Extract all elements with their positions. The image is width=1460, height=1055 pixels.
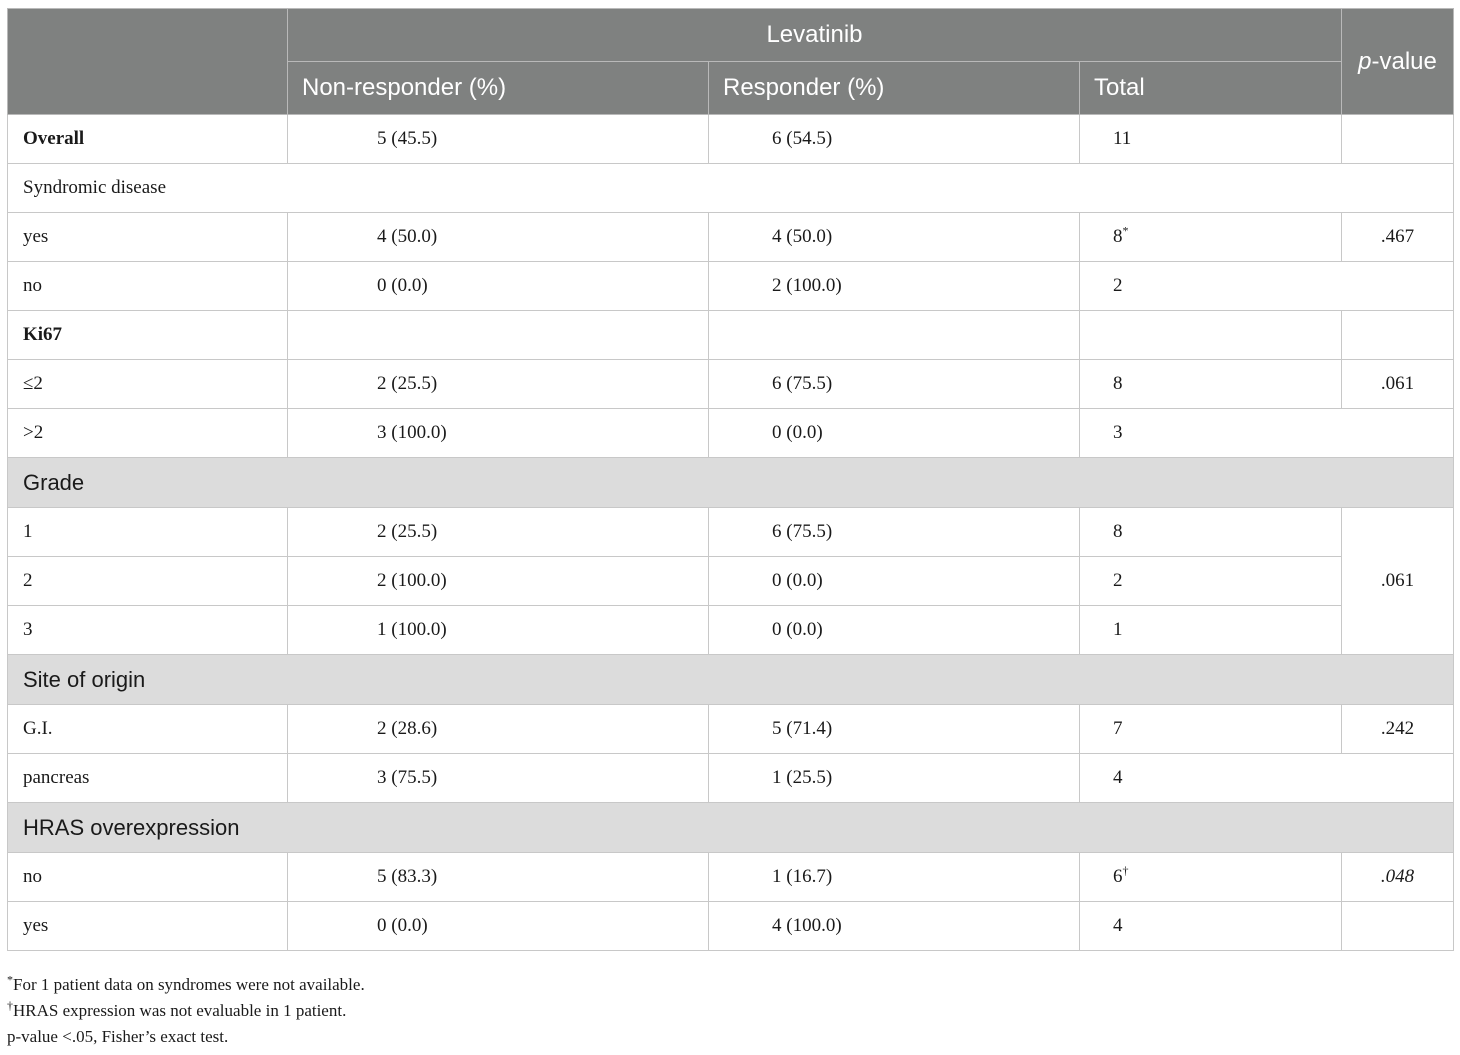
footnote-2 (7, 998, 365, 1024)
cell-total: 8 (1080, 360, 1342, 409)
table-row-hras-header (8, 803, 1454, 853)
cell-nonresponder: 4 (50.0) (288, 213, 709, 262)
cell-total: 4 (1080, 902, 1342, 951)
cell-responder: 5 (71.4) (709, 705, 1080, 754)
cell-total (1080, 213, 1342, 262)
cell-responder: 2 (100.0) (709, 262, 1080, 311)
table-row-grade-2 (8, 557, 1454, 606)
cell-responder: 6 (75.5) (709, 360, 1080, 409)
table-row-site-gi (8, 705, 1454, 754)
cell-responder: 0 (0.0) (709, 557, 1080, 606)
results-table (7, 8, 1454, 951)
cell-responder: 4 (100.0) (709, 902, 1080, 951)
cell-responder: 6 (54.5) (709, 115, 1080, 164)
cell-total: 11 (1080, 115, 1342, 164)
row-label: Ki67 (8, 311, 288, 360)
footnote-mark: † (1122, 863, 1129, 878)
table-row-hras-yes (8, 902, 1454, 951)
cell-pvalue: .467 (1342, 213, 1454, 262)
table-header (8, 9, 1454, 115)
table-row-site-header (8, 655, 1454, 705)
cell-responder: 0 (0.0) (709, 409, 1080, 458)
footnote-1-text: For 1 patient data on syndromes were not available. (13, 975, 365, 994)
footnote-3: p-value <.05, Fisher’s exact test. (7, 1027, 229, 1046)
header-responder: Responder (%) (709, 62, 1080, 115)
cell-responder: 0 (0.0) (709, 606, 1080, 655)
cell-pvalue: .061 (1342, 508, 1454, 655)
row-label: Overall (8, 115, 288, 164)
row-label: yes (8, 213, 288, 262)
section-label: Site of origin (8, 655, 1454, 705)
cell-nonresponder: 3 (100.0) (288, 409, 709, 458)
cell-nonresponder: 2 (25.5) (288, 360, 709, 409)
cell-empty (709, 311, 1080, 360)
table-row-ki67-header (8, 311, 1454, 360)
footnote-mark: * (1122, 223, 1129, 238)
table-row-overall (8, 115, 1454, 164)
cell-nonresponder: 5 (45.5) (288, 115, 709, 164)
cell-nonresponder: 3 (75.5) (288, 754, 709, 803)
cell-pvalue (1342, 902, 1454, 951)
cell-total: 8 (1080, 508, 1342, 557)
row-label: G.I. (8, 705, 288, 754)
cell-nonresponder: 0 (0.0) (288, 262, 709, 311)
table-row-ki67-le2 (8, 360, 1454, 409)
cell-total: 3 (1080, 409, 1454, 458)
header-total: Total (1080, 62, 1342, 115)
section-label: Grade (8, 458, 1454, 508)
cell-nonresponder: 2 (25.5) (288, 508, 709, 557)
table-row-ki67-gt2 (8, 409, 1454, 458)
table-row-grade-1 (8, 508, 1454, 557)
footnote-2-text: HRAS expression was not evaluable in 1 patient. (13, 1001, 347, 1020)
row-label: no (8, 853, 288, 902)
row-label: 2 (8, 557, 288, 606)
cell-pvalue (1342, 115, 1454, 164)
total-value: 6 (1113, 866, 1123, 887)
footnote-1-mark: * (7, 972, 13, 987)
cell-total (1080, 853, 1342, 902)
header-group-title: Levatinib (288, 9, 1342, 62)
cell-nonresponder: 0 (0.0) (288, 902, 709, 951)
cell-total: 7 (1080, 705, 1342, 754)
table-row-syndromic-no (8, 262, 1454, 311)
table-row-hras-no (8, 853, 1454, 902)
row-label: yes (8, 902, 288, 951)
cell-pvalue: .061 (1342, 360, 1454, 409)
table-row-syndromic-header (8, 164, 1454, 213)
footnote-2-mark: † (7, 998, 13, 1013)
table-row-grade-3 (8, 606, 1454, 655)
cell-responder: 1 (25.5) (709, 754, 1080, 803)
row-label: Syndromic disease (8, 164, 1454, 213)
header-nonresponder: Non-responder (%) (288, 62, 709, 115)
row-label: 3 (8, 606, 288, 655)
cell-nonresponder: 5 (83.3) (288, 853, 709, 902)
table-row-grade-header (8, 458, 1454, 508)
cell-empty (288, 311, 709, 360)
cell-responder: 4 (50.0) (709, 213, 1080, 262)
row-label: ≤2 (8, 360, 288, 409)
header-pvalue-rest: -value (1371, 47, 1437, 75)
cell-total: 1 (1080, 606, 1342, 655)
header-empty-cell (8, 9, 288, 115)
cell-pvalue: .242 (1342, 705, 1454, 754)
row-label: 1 (8, 508, 288, 557)
table-row-site-pancreas (8, 754, 1454, 803)
row-label: no (8, 262, 288, 311)
cell-total: 2 (1080, 557, 1342, 606)
table-footnotes (7, 972, 365, 1050)
cell-empty (1342, 311, 1454, 360)
footnote-1 (7, 972, 365, 998)
cell-responder: 6 (75.5) (709, 508, 1080, 557)
cell-pvalue: .048 (1342, 853, 1454, 902)
table-row-syndromic-yes (8, 213, 1454, 262)
row-label: pancreas (8, 754, 288, 803)
total-value: 8 (1113, 226, 1123, 247)
cell-total: 2 (1080, 262, 1454, 311)
section-label: HRAS overexpression (8, 803, 1454, 853)
row-label: >2 (8, 409, 288, 458)
cell-empty (1080, 311, 1342, 360)
header-pvalue (1342, 9, 1454, 115)
cell-nonresponder: 2 (28.6) (288, 705, 709, 754)
cell-responder: 1 (16.7) (709, 853, 1080, 902)
header-pvalue-italic: p (1358, 47, 1372, 75)
cell-nonresponder: 2 (100.0) (288, 557, 709, 606)
cell-total: 4 (1080, 754, 1454, 803)
cell-nonresponder: 1 (100.0) (288, 606, 709, 655)
